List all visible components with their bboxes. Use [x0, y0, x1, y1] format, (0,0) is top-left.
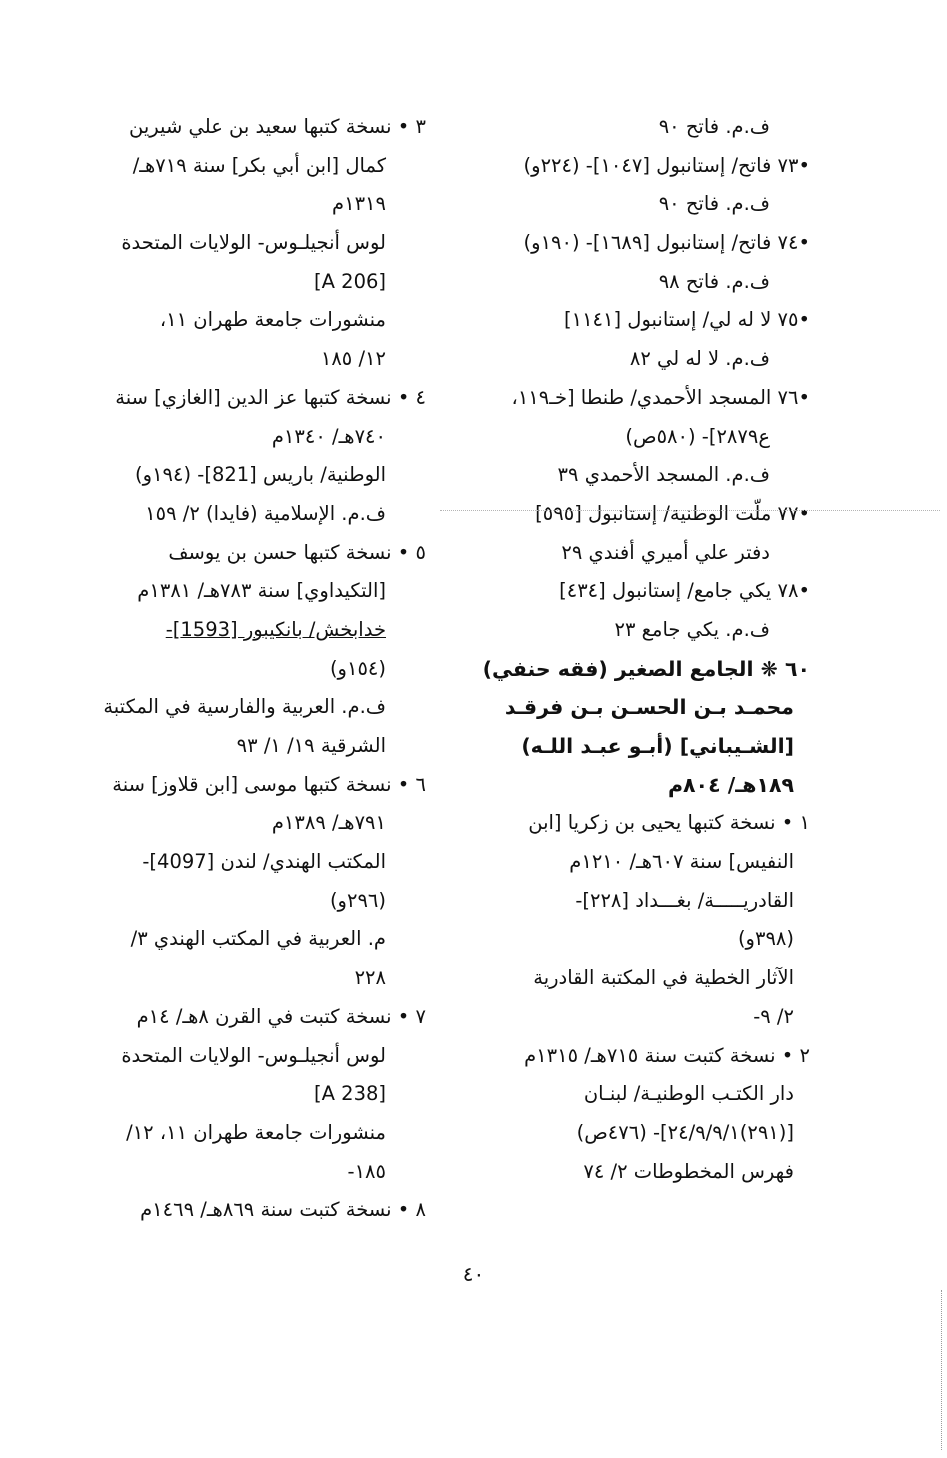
text-line: ١٨٥-: [347, 1159, 386, 1183]
text-line: [(٢٩١)٢٤/٩/٩/١]- (٤٧٦ص): [576, 1120, 794, 1144]
text-line: لوس أنجيلـوس- الولايات المتحدة: [121, 231, 386, 255]
text-line: ٧٩١هـ/ ١٣٨٩م: [271, 811, 386, 835]
author-name: [الشـيباني] (أبـو عبـد اللـه): [521, 734, 794, 758]
text-line: النفيس] سنة ٦٠٧هـ/ ١٢١٠م: [569, 850, 794, 874]
text-line: •٧٨ يكي جامع/ إستانبول [٤٣٤]: [559, 579, 810, 603]
text-line: ف.م. يكي جامع ٢٣: [614, 617, 770, 641]
text-line: [A 206]: [314, 269, 386, 293]
text-line: ف.م. الإسلامية (فايدا) ٢/ ١٥٩: [145, 501, 386, 525]
text-line: الوطنية/ باريس [821]- (١٩٤و): [135, 463, 386, 487]
text-line: ف.م. فاتح ٩٨: [658, 269, 770, 293]
text-line: ف.م. فاتح ٩٠: [658, 115, 770, 138]
text-line: ١٣١٩م: [332, 192, 386, 216]
text-line: •٧٥ لا له لي/ إستانبول [١١٤١]: [563, 308, 810, 332]
text-line: كمال [ابن أبي بكر] سنة ٧١٩هـ/: [132, 153, 386, 177]
left-column: [76, 108, 426, 1230]
text-line: ف.م. العربية والفارسية في المكتبة: [103, 695, 386, 719]
text-line: (١٥٤و): [329, 656, 386, 680]
text-line: [A 238]: [314, 1082, 386, 1106]
text-line: •٧٧ ملّت الوطنية/ إستانبول [٥٩٥]: [535, 501, 810, 525]
text-line: ٣ • نسخة كتبها سعيد بن علي شيرين: [129, 115, 426, 138]
text-line: خدابخش/ بانكيبور [1593]-: [165, 617, 386, 641]
text-line: (٢٩٦و): [329, 888, 386, 912]
scan-divider: [440, 510, 940, 511]
text-line: ع٢٨٧٩]- (٥٨٠ص): [625, 424, 770, 448]
text-line: الآثار الخطية في المكتبة القادرية: [533, 966, 794, 990]
text-line: ٢ • نسخة كتبت سنة ٧١٥هـ/ ١٣١٥م: [524, 1043, 810, 1067]
text-line: ٢/ ٩-: [753, 1004, 794, 1028]
text-line: فهرس المخطوطات ٢/ ٧٤: [583, 1159, 794, 1183]
text-line: منشورات جامعة طهران ١١،: [159, 308, 386, 332]
text-line: ١ • نسخة كتبها يحيى بن زكريا [ابن: [528, 811, 810, 835]
text-line: ٥ • نسخة كتبها حسن بن يوسف: [168, 540, 426, 564]
text-line: لوس أنجيلـوس- الولايات المتحدة: [121, 1043, 386, 1067]
text-line: •٧٦ المسجد الأحمدي/ طنطا [خـ١١٩،: [511, 385, 810, 409]
text-line: القادريـــــة/ بغـــداد [٢٢٨]-: [575, 888, 794, 912]
text-line: ٤ • نسخة كتبها عز الدين [الغازي] سنة: [115, 385, 426, 409]
entry-heading: ٦٠ ❋ الجامع الصغير (فقه حنفي): [482, 656, 810, 681]
text-line: المكتب الهندي/ لندن [4097]-: [142, 850, 386, 874]
text-line: [التكيداوي] سنة ٧٨٣هـ/ ١٣٨١م: [137, 579, 386, 603]
scan-edge-mark: [941, 1290, 942, 1450]
author-name: محمـد بـن الحسـن بـن فرقـد: [504, 695, 794, 720]
text-line: ٢٢٨: [354, 966, 386, 990]
text-line: ف.م. فاتح ٩٠: [658, 192, 770, 216]
right-column: [470, 108, 810, 1191]
text-line: ٧٤٠هـ/ ١٣٤٠م: [271, 424, 386, 448]
page-number: ٤٠: [462, 1262, 485, 1286]
text-line: ٨ • نسخة كتبت سنة ٨٦٩هـ/ ١٤٦٩م: [140, 1198, 426, 1222]
text-line: ٦ • نسخة كتبها موسى [ابن قلاوز] سنة: [112, 772, 426, 796]
text-line: ف.م. لا له لي ٨٢: [629, 347, 770, 371]
author-dates: ١٨٩هـ/ ٨٠٤م: [668, 772, 794, 797]
text-line: الشرقية ١٩/ ١/ ٩٣: [236, 734, 386, 757]
text-line: ف.م. المسجد الأحمدي ٣٩: [557, 463, 770, 487]
text-line: •٧٤ فاتح/ إستانبول [١٦٨٩]- (١٩٠و): [523, 231, 810, 255]
text-line: دفتر علي أميري أفندي ٢٩: [561, 540, 770, 564]
text-line: م. العربية في المكتب الهندي ٣/: [130, 927, 386, 951]
text-line: منشورات جامعة طهران ١١، ١٢/: [126, 1120, 386, 1144]
text-line: دار الكتـب الوطنيـة/ لبنـان: [583, 1082, 794, 1106]
text-line: ٧ • نسخة كتبت في القرن ٨هـ/ ١٤م: [136, 1004, 426, 1028]
text-line: (٣٩٨و): [737, 927, 794, 951]
text-line: •٧٣ فاتح/ إستانبول [١٠٤٧]- (٢٢٤و): [523, 153, 810, 177]
text-line: ١٢/ ١٨٥: [320, 347, 386, 371]
